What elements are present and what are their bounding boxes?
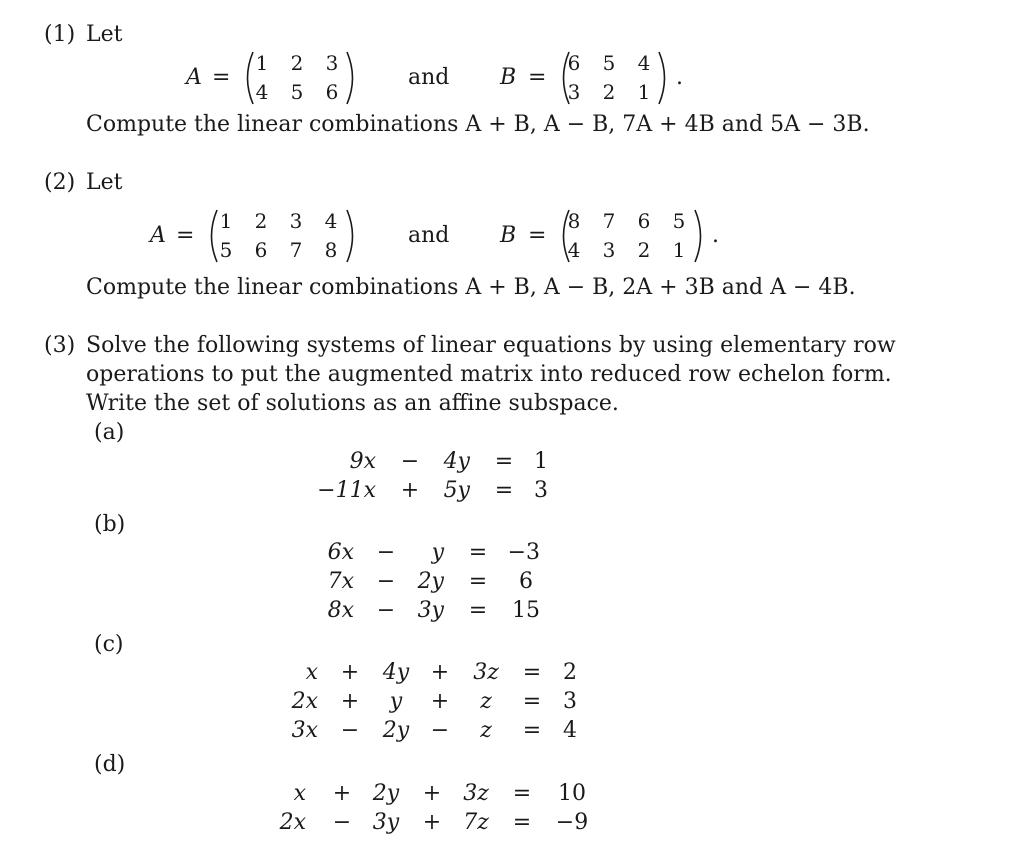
equation-equals: = [522, 660, 542, 685]
problem-3-label: (3) [44, 333, 76, 358]
part-c-label: (c) [94, 632, 124, 657]
problem-3-text-line: Write the set of solutions as an affine subspace. [86, 391, 619, 416]
equation-rhs: 3 [534, 478, 548, 503]
equation-term: z [480, 689, 492, 714]
equation-rhs: 10 [558, 781, 586, 806]
equation-rhs: 15 [512, 598, 540, 623]
problem-2-label: (2) [44, 170, 76, 195]
equation-term: 2x [279, 810, 306, 835]
equation-term: y [389, 689, 403, 714]
equation-term: 3z [463, 781, 489, 806]
and-text: and [408, 65, 450, 90]
matrix-entry: 6 [637, 209, 651, 233]
equation-operator: − [332, 810, 352, 835]
equation-term: 7z [463, 810, 489, 835]
matrix-entry: 6 [567, 51, 581, 75]
equation-operator: − [376, 598, 396, 623]
matrix-entry: 5 [219, 238, 233, 262]
period: . [676, 65, 683, 90]
equation-operator: + [400, 478, 420, 503]
problem-3-text-line: operations to put the augmented matrix into reduced row echelon form. [86, 362, 892, 387]
matrix-entry: 1 [219, 209, 233, 233]
equation-operator: − [400, 449, 420, 474]
matrix-entry: 4 [567, 238, 581, 262]
equation-operator: + [430, 689, 450, 714]
matrix-entry: 4 [255, 80, 269, 104]
matrix-entry: 1 [672, 238, 686, 262]
matrix-entry: 2 [254, 209, 268, 233]
equation-equals: = [468, 569, 488, 594]
part-d-label: (d) [94, 752, 126, 777]
equation-term: x [305, 660, 318, 685]
equation-term: z [480, 718, 492, 743]
equals-sign: = [176, 223, 195, 248]
equation-operator: + [332, 781, 352, 806]
equation-term: 3y [417, 598, 444, 623]
equation-rhs: 4 [563, 718, 577, 743]
matrix-b-name: B [500, 223, 517, 248]
equation-term: 6x [327, 540, 354, 565]
equation-operator: − [430, 718, 450, 743]
equation-term: 2y [417, 569, 444, 594]
equals-sign: = [528, 65, 547, 90]
equation-equals: = [494, 449, 514, 474]
and-text: and [408, 223, 450, 248]
equals-sign: = [528, 223, 547, 248]
problem-3-text-line: Solve the following systems of linear equations by using elementary row [86, 333, 896, 358]
equation-operator: − [340, 718, 360, 743]
equation-equals: = [468, 598, 488, 623]
matrix-entry: 3 [289, 209, 303, 233]
equation-equals: = [468, 540, 488, 565]
equation-term: 3z [473, 660, 499, 685]
period: . [712, 223, 719, 248]
matrix-entry: 2 [290, 51, 304, 75]
equation-term: 3x [291, 718, 318, 743]
equation-operator: + [340, 660, 360, 685]
right-paren [692, 208, 708, 264]
right-paren [344, 50, 360, 106]
problem-1-label: (1) [44, 22, 76, 47]
matrix-a-name: A [150, 223, 166, 248]
equation-rhs: −3 [507, 540, 540, 565]
part-a-label: (a) [94, 420, 125, 445]
equation-operator: + [422, 810, 442, 835]
equation-operator: + [340, 689, 360, 714]
equation-operator: − [376, 540, 396, 565]
equation-term: 2x [291, 689, 318, 714]
matrix-entry: 7 [289, 238, 303, 262]
equation-equals: = [494, 478, 514, 503]
matrix-entry: 6 [254, 238, 268, 262]
matrix-entry: 4 [324, 209, 338, 233]
matrix-entry: 5 [602, 51, 616, 75]
matrix-entry: 2 [637, 238, 651, 262]
equation-term: 3y [372, 810, 400, 835]
equation-term: 9x [349, 449, 376, 474]
matrix-entry: 7 [602, 209, 616, 233]
equation-rhs: 1 [534, 449, 548, 474]
right-paren [344, 208, 360, 264]
equation-equals: = [512, 810, 532, 835]
matrix-entry: 6 [325, 80, 339, 104]
equation-equals: = [522, 689, 542, 714]
equation-rhs: 2 [563, 660, 577, 685]
equation-term: 5y [443, 478, 470, 503]
equation-rhs: −9 [555, 810, 589, 835]
problem-2-task: Compute the linear combinations A + B, A − B, 2A + 3B and A − 4B. [86, 275, 856, 300]
equation-term: −11x [317, 478, 376, 503]
matrix-entry: 1 [255, 51, 269, 75]
equation-term: 4y [443, 449, 470, 474]
equation-term: 4y [382, 660, 410, 685]
equation-rhs: 3 [563, 689, 577, 714]
equation-term: x [293, 781, 306, 806]
problem-1-intro: Let [86, 22, 123, 47]
matrix-b-name: B [500, 65, 517, 90]
equation-term: 2y [372, 781, 400, 806]
equation-equals: = [522, 718, 542, 743]
problem-2-intro: Let [86, 170, 123, 195]
part-b-label: (b) [94, 512, 126, 537]
matrix-entry: 3 [567, 80, 581, 104]
matrix-entry: 4 [637, 51, 651, 75]
matrix-entry: 5 [672, 209, 686, 233]
equation-term: 7x [327, 569, 354, 594]
problem-1-task: Compute the linear combinations A + B, A − B, 7A + 4B and 5A − 3B. [86, 112, 870, 137]
equation-operator: + [430, 660, 450, 685]
matrix-entry: 5 [290, 80, 304, 104]
matrix-entry: 1 [637, 80, 651, 104]
equals-sign: = [212, 65, 231, 90]
equation-equals: = [512, 781, 532, 806]
matrix-entry: 8 [324, 238, 338, 262]
equation-operator: − [376, 569, 396, 594]
equation-term: 2y [382, 718, 410, 743]
right-paren [656, 50, 672, 106]
matrix-entry: 3 [602, 238, 616, 262]
equation-operator: + [422, 781, 442, 806]
matrix-entry: 8 [567, 209, 581, 233]
matrix-a-name: A [186, 65, 202, 90]
matrix-entry: 3 [325, 51, 339, 75]
equation-term: y [431, 540, 444, 565]
equation-rhs: 6 [519, 569, 533, 594]
equation-term: 8x [327, 598, 354, 623]
matrix-entry: 2 [602, 80, 616, 104]
